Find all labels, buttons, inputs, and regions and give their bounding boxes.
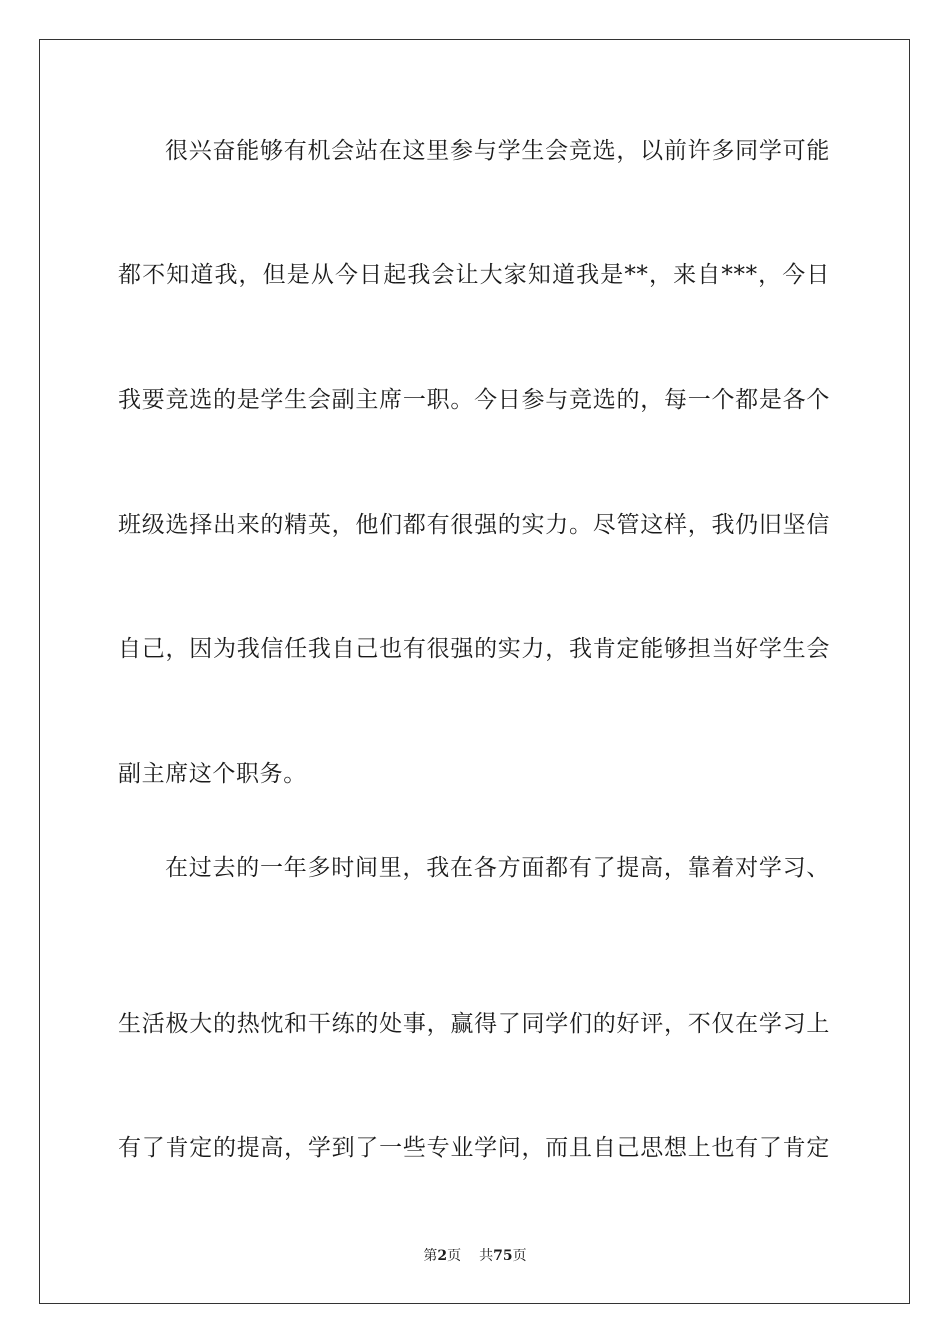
total-suffix: 页 — [512, 1248, 527, 1264]
paragraph-1-line-4: 班级选择出来的精英，他们都有很强的实力。尽管这样，我仍旧坚信 — [118, 512, 830, 538]
total-pages: 75 — [493, 1248, 513, 1264]
page-footer — [0, 1246, 950, 1266]
paragraph-1-line-5: 自己，因为我信任我自己也有很强的实力，我肯定能够担当好学生会 — [118, 636, 830, 662]
paragraph-1-line-2: 都不知道我，但是从今日起我会让大家知道我是**，来自***，今日 — [118, 262, 830, 288]
paragraph-2-line-2: 生活极大的热忱和干练的处事，赢得了同学们的好评，不仅在学习上 — [118, 1011, 830, 1037]
paragraph-1-line-1: 很兴奋能够有机会站在这里参与学生会竞选，以前许多同学可能 — [165, 138, 830, 164]
paragraph-1-line-6: 副主席这个职务。 — [118, 761, 307, 787]
paragraph-2-line-3: 有了肯定的提高，学到了一些专业学问，而且自己思想上也有了肯定 — [118, 1135, 830, 1161]
paragraph-2-line-1: 在过去的一年多时间里，我在各方面都有了提高，靠着对学习、 — [165, 855, 830, 881]
page-prefix: 第 — [423, 1248, 438, 1264]
paragraph-1-line-3: 我要竞选的是学生会副主席一职。今日参与竞选的，每一个都是各个 — [118, 387, 830, 413]
total-prefix: 共 — [479, 1248, 494, 1264]
page-border — [39, 39, 910, 1304]
page-suffix: 页 — [447, 1248, 462, 1264]
page-number: 2 — [437, 1248, 448, 1264]
